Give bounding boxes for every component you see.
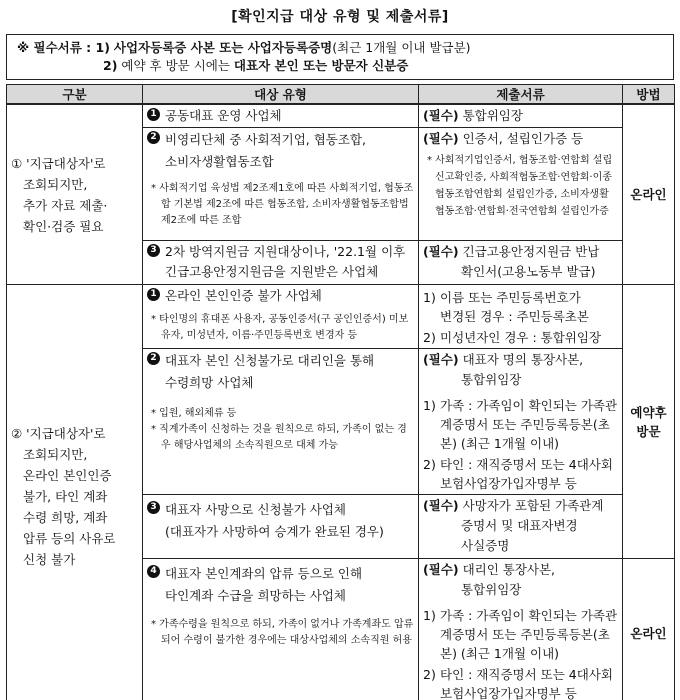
category-2-line: 신청 불가 (23, 552, 76, 567)
table-header-row (7, 85, 675, 105)
type-title: 대표자 본인계좌의 압류 등으로 인해 타인계좌 수급을 희망하는 사업체 (165, 566, 363, 603)
docs-text-cont: 사실증명 (461, 538, 510, 553)
number-badge-icon: 3 (147, 501, 160, 514)
notice-line2-bold: 대표자 본인 또는 방문자 신분증 (233, 58, 409, 73)
docs-cell (419, 495, 623, 559)
docs-cell (419, 128, 623, 241)
category-2-line: 온라인 본인인증 (23, 468, 112, 483)
category-1-line: 조회되지만, (23, 176, 88, 192)
number-badge-icon: 4 (147, 565, 160, 578)
category-2-line: 조회되지만, (23, 447, 88, 462)
number-badge-icon: 1 (147, 108, 160, 121)
type-cell (143, 495, 419, 559)
type-cell (143, 104, 419, 128)
category-1-line: 확인·검증 필요 (23, 218, 104, 234)
docs-text-cont: 통합위임장 (461, 582, 522, 597)
docs-item: 2) 타인 : 재직증명서 또는 4대사회보험사업장가입자명부 등 (423, 457, 613, 491)
docs-cell (419, 104, 623, 128)
docs-text: 통합위임장 (462, 108, 523, 123)
notice-line2-label: 2) (103, 58, 118, 73)
type-cell (143, 241, 419, 285)
type-cell (143, 349, 419, 495)
type-cell (143, 559, 419, 700)
category-1-line: 추가 자료 제출· (23, 197, 108, 213)
docs-cell (419, 285, 623, 349)
type-note: * 직계가족이 신청하는 것을 원칙으로 하되, 가족이 없는 경우 해당사업체의 소속직원으로 대체 가능 (151, 424, 407, 451)
docs-text: 긴급고용안정지원금 반납 (462, 244, 600, 259)
notice-line-1 (17, 39, 663, 57)
type-note: * 가족수령을 원칙으로 하되, 가족이 없거나 가족계좌도 압류되어 수령이 불가한 경우에는 대상사업체의 소속직원 허용 (151, 619, 414, 646)
type-note: * 입원, 해외체류 등 (151, 408, 237, 419)
type-title: 2차 방역지원금 지원대상이나, '22.1월 이후 긴급고용안정지원금을 지원받은 사업체 (165, 244, 406, 279)
notice-line-2 (17, 57, 663, 75)
docs-cell (419, 559, 623, 700)
category-2-line: 수령 희망, 계좌 (23, 510, 108, 525)
type-note: * 사회적기업 육성법 제2조제1호에 따른 사회적기업, 협동조합 기본법 제2조에 따른 협동조합, 소비자생활협동조합법 제2조에 따른 조합 (151, 183, 414, 226)
required-label: (필수) (423, 352, 459, 367)
notice-prefix: ※ 필수서류 : 1) (17, 40, 110, 55)
number-badge-icon: 2 (147, 352, 160, 365)
method-cell-online: 온라인 (623, 104, 675, 285)
category-2-line: ② '지급대상자'로 (11, 426, 106, 441)
docs-cell (419, 349, 623, 495)
header-method: 방법 (623, 85, 675, 105)
docs-cell (419, 241, 623, 285)
docs-item: 1) 이름 또는 주민등록번호가 변경된 경우 : 주민등록초본 (423, 290, 589, 324)
header-type: 대상 유형 (143, 85, 419, 105)
notice-line2-normal: 예약 후 방문 시에는 (121, 58, 230, 73)
table-row (7, 285, 675, 349)
required-label: (필수) (423, 244, 459, 259)
docs-note: * 사회적기업인증서, 협동조합·연합회 설립 신고확인증, 사회적협동조합·연합회·이종협동조합연합회 설립인가증, 소비자생활협동조합·연합회·전국연합회 설립인가증 (427, 155, 613, 217)
method-cell-online-2: 온라인 (623, 559, 675, 700)
header-documents: 제출서류 (419, 85, 623, 105)
type-cell (143, 285, 419, 349)
docs-text: 인증서, 설립인가증 등 (462, 131, 584, 146)
type-title: 공동대표 운영 사업체 (165, 108, 282, 123)
type-title: 대표자 사망으로 신청불가 사업체 (대표자가 사망하여 승계가 완료된 경우) (165, 502, 384, 539)
docs-text: 대표자 명의 통장사본, (462, 352, 584, 367)
category-cell-2 (7, 285, 143, 700)
notice-line1-normal: (최근 1개월 이내 발급분) (332, 40, 471, 55)
page-title: [확인지급 대상 유형 및 제출서류] (231, 9, 449, 25)
category-cell-1 (7, 104, 143, 285)
type-note: * 타인명의 휴대폰 사용자, 공동인증서(구 공인인증서) 미보유자, 미성년자, 이름·주민등록번호 변경자 등 (151, 314, 409, 341)
type-title: 온라인 본인인증 불가 사업체 (165, 288, 322, 303)
type-cell (143, 128, 419, 241)
category-2-line: 불가, 타인 계좌 (23, 489, 108, 504)
docs-item: 2) 타인 : 재직증명서 또는 4대사회보험사업장가입자명부 등 (423, 667, 613, 700)
type-title: 대표자 본인 신청불가로 대리인을 통해 수령희망 사업체 (165, 353, 375, 390)
required-label: (필수) (423, 498, 459, 513)
docs-text-cont: 증명서 및 대표자변경 (461, 518, 578, 533)
table-row (7, 104, 675, 128)
required-docs-notice (6, 34, 674, 80)
required-label: (필수) (423, 108, 459, 123)
docs-text: 사망자가 포함된 가족관계 (462, 498, 604, 513)
docs-item: 1) 가족 : 가족임이 확인되는 가족관계증명서 또는 주민등록등본(초본) (최근 1개월 이내) (423, 608, 618, 661)
docs-text: 대리인 통장사본, (462, 562, 556, 577)
method-cell-visit: 예약후 방문 (623, 285, 675, 559)
eligibility-table (6, 84, 675, 700)
number-badge-icon: 3 (147, 244, 160, 257)
category-1-line: ① '지급대상자'로 (11, 155, 106, 171)
required-label: (필수) (423, 131, 459, 146)
notice-line1-bold: 사업자등록증 사본 또는 사업자등록증명 (113, 40, 333, 55)
category-2-line: 압류 등의 사유로 (23, 531, 116, 546)
required-label: (필수) (423, 562, 459, 577)
number-badge-icon: 2 (147, 131, 160, 144)
docs-text-cont: 확인서(고용노동부 발급) (461, 264, 596, 279)
number-badge-icon: 1 (147, 288, 160, 301)
header-category: 구분 (7, 85, 143, 105)
docs-text-cont: 통합위임장 (461, 372, 522, 387)
docs-item: 1) 가족 : 가족임이 확인되는 가족관계증명서 또는 주민등록등본(초본) (최근 1개월 이내) (423, 398, 618, 451)
type-title: 비영리단체 중 사회적기업, 협동조합, 소비자생활협동조합 (165, 132, 366, 169)
docs-item: 2) 미성년자인 경우 : 통합위임장 (423, 330, 602, 345)
